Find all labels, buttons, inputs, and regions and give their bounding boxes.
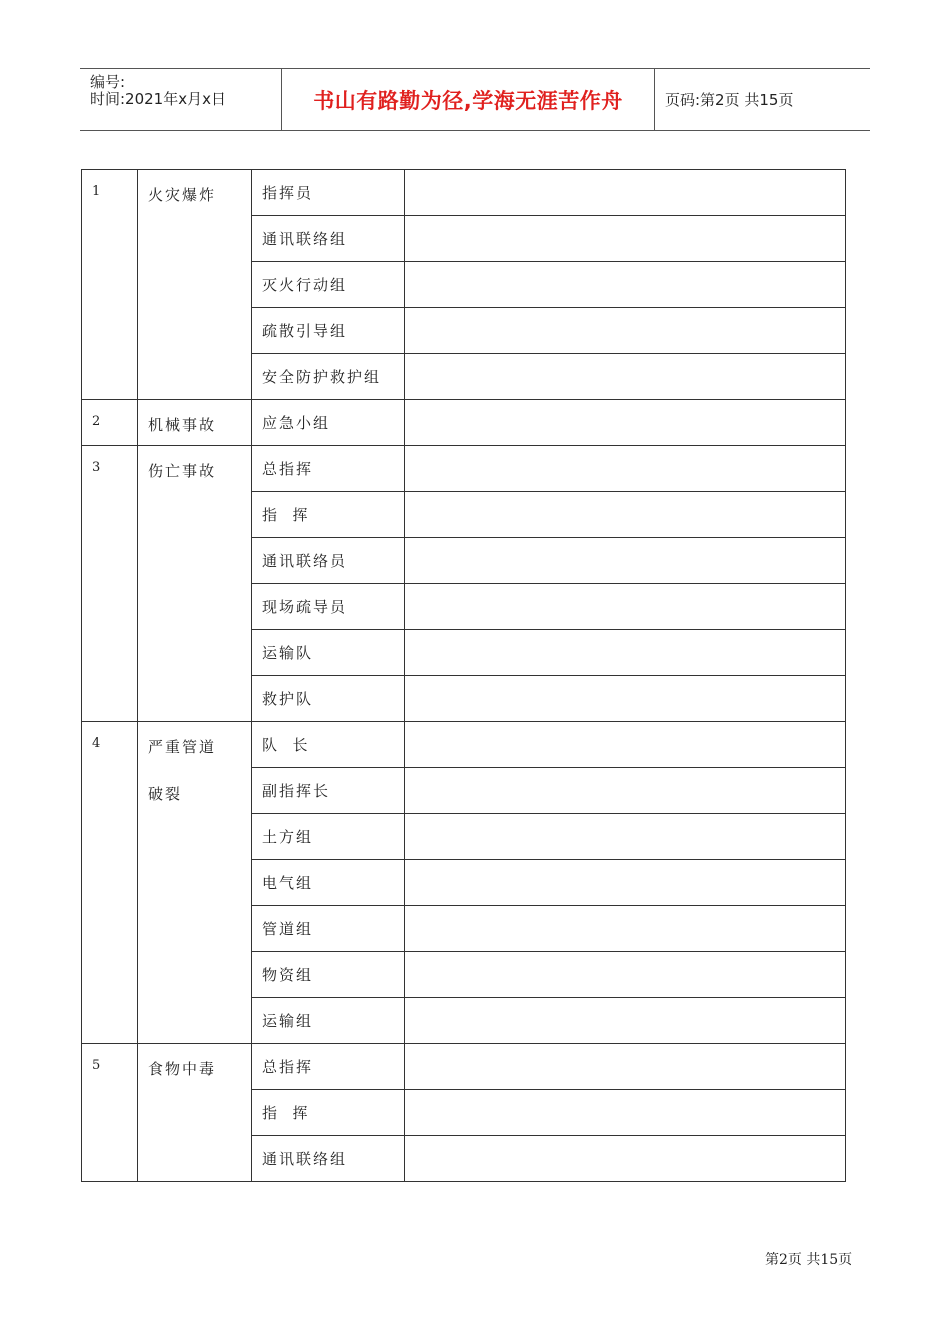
role-cell: 队 长 (252, 722, 405, 768)
member-cell (405, 216, 846, 262)
incident-category (138, 722, 252, 1044)
member-cell (405, 998, 846, 1044)
role-cell: 管道组 (252, 906, 405, 952)
member-cell (405, 630, 846, 676)
number-label: 编号: (90, 73, 126, 91)
role-cell: 运输组 (252, 998, 405, 1044)
emergency-organization-table (81, 169, 846, 1182)
member-cell (405, 814, 846, 860)
role-cell: 电气组 (252, 860, 405, 906)
incident-category (138, 170, 252, 400)
page-header (80, 68, 870, 131)
role-cell: 总指挥 (252, 446, 405, 492)
row-number: 3 (82, 446, 138, 722)
role-cell: 总指挥 (252, 1044, 405, 1090)
table-row (82, 400, 846, 446)
role-cell: 运输队 (252, 630, 405, 676)
header-slogan: 书山有路勤为径,学海无涯苦作舟 (282, 69, 655, 130)
member-cell (405, 538, 846, 584)
member-cell (405, 906, 846, 952)
incident-category (138, 1044, 252, 1182)
row-number: 5 (82, 1044, 138, 1182)
member-cell (405, 262, 846, 308)
role-cell: 物资组 (252, 952, 405, 998)
header-page-info: 页码:第2页 共15页 (665, 91, 794, 109)
member-cell (405, 676, 846, 722)
category-line: 机械事故 (148, 416, 217, 434)
role-cell: 通讯联络组 (252, 1136, 405, 1182)
member-cell (405, 308, 846, 354)
category-line: 火灾爆炸 (148, 186, 217, 204)
member-cell (405, 584, 846, 630)
incident-category (138, 400, 252, 446)
row-number: 1 (82, 170, 138, 400)
member-cell (405, 952, 846, 998)
row-number: 4 (82, 722, 138, 1044)
member-cell (405, 446, 846, 492)
member-cell (405, 400, 846, 446)
incident-category (138, 446, 252, 722)
member-cell (405, 170, 846, 216)
table-row (82, 170, 846, 216)
row-number: 2 (82, 400, 138, 446)
member-cell (405, 1090, 846, 1136)
table-row (82, 446, 846, 492)
role-cell: 通讯联络组 (252, 216, 405, 262)
member-cell (405, 768, 846, 814)
role-cell: 副指挥长 (252, 768, 405, 814)
member-cell (405, 492, 846, 538)
role-cell: 救护队 (252, 676, 405, 722)
page-footer: 第2页 共15页 (765, 1252, 853, 1268)
table-row (82, 722, 846, 768)
role-cell: 通讯联络员 (252, 538, 405, 584)
member-cell (405, 860, 846, 906)
role-cell: 土方组 (252, 814, 405, 860)
role-cell: 现场疏导员 (252, 584, 405, 630)
category-line: 食物中毒 (148, 1060, 217, 1078)
time-label: 时间:2021年x月x日 (90, 90, 226, 108)
header-meta (80, 69, 282, 130)
category-line: 破裂 (148, 785, 183, 803)
role-cell: 疏散引导组 (252, 308, 405, 354)
member-cell (405, 722, 846, 768)
role-cell: 指挥员 (252, 170, 405, 216)
member-cell (405, 1044, 846, 1090)
table-row (82, 1044, 846, 1090)
role-cell: 灭火行动组 (252, 262, 405, 308)
role-cell: 应急小组 (252, 400, 405, 446)
category-line: 严重管道 (148, 738, 217, 756)
role-cell: 指 挥 (252, 1090, 405, 1136)
category-line: 伤亡事故 (148, 462, 217, 480)
role-cell: 安全防护救护组 (252, 354, 405, 400)
role-cell: 指 挥 (252, 492, 405, 538)
member-cell (405, 1136, 846, 1182)
member-cell (405, 354, 846, 400)
